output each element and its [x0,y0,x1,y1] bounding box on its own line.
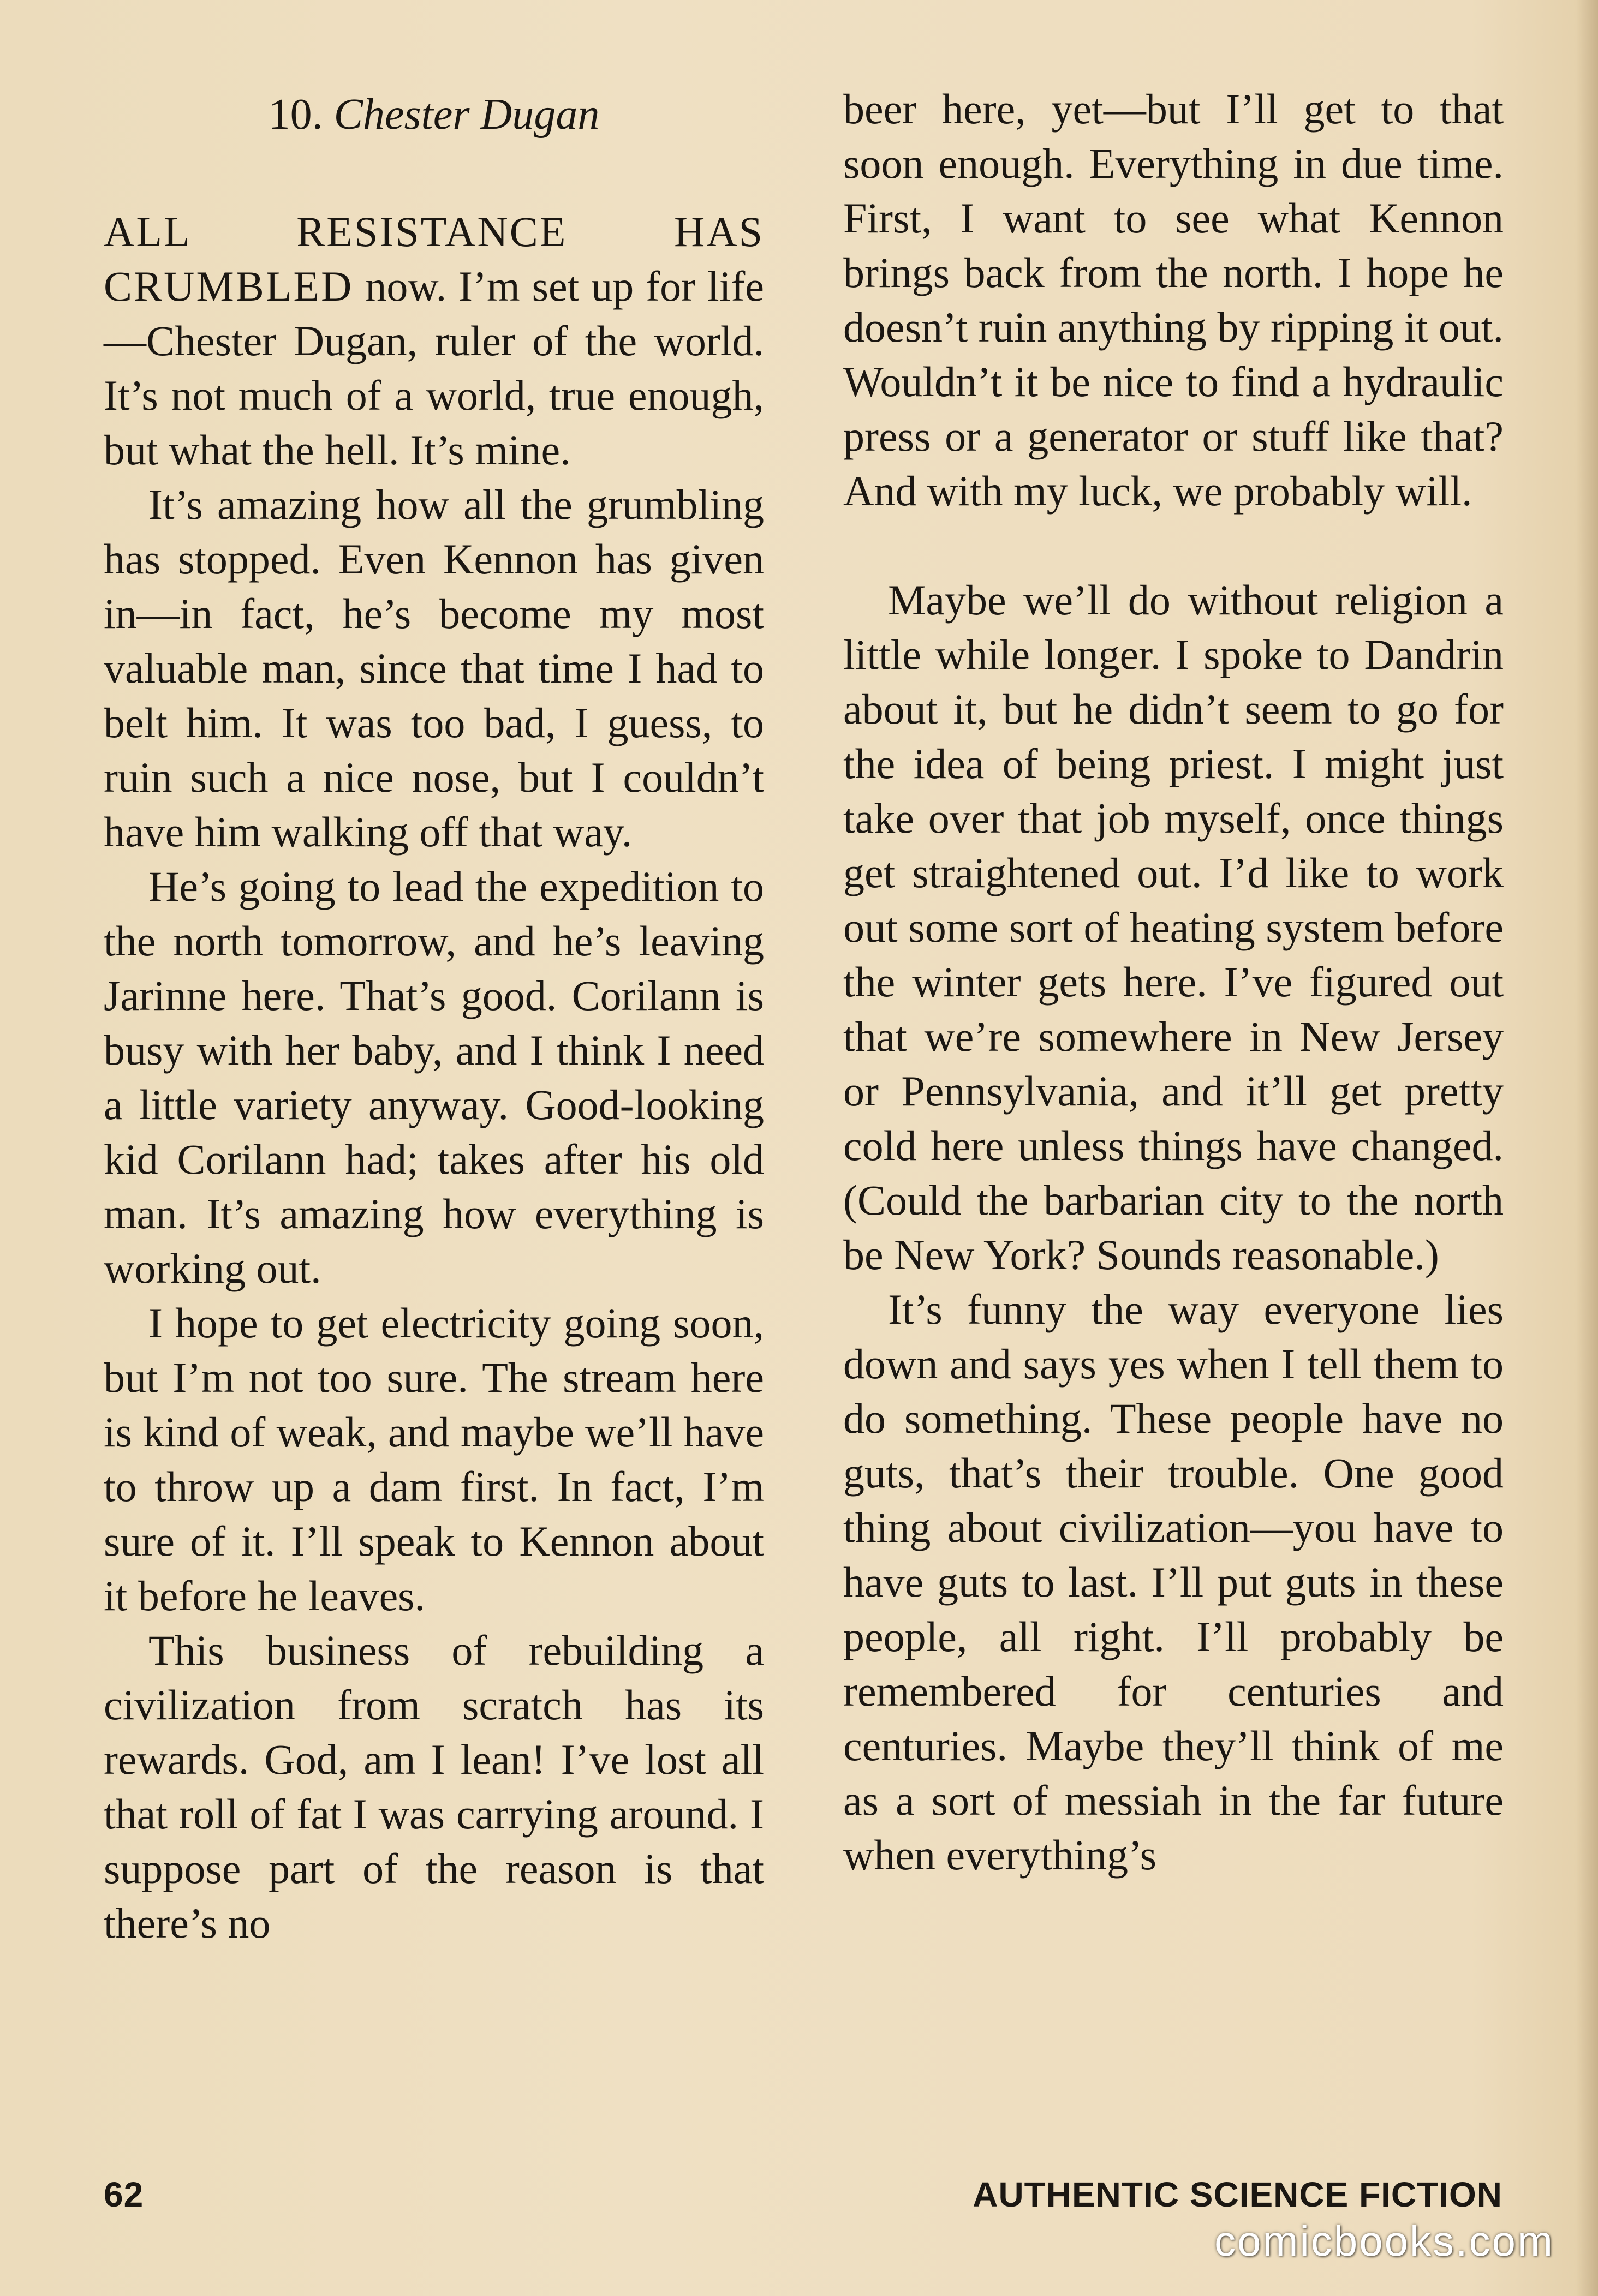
page-edge-shadow [1576,0,1598,2296]
running-title: AUTHENTIC SCIENCE FICTION [973,2175,1502,2214]
left-text-column [104,76,764,1951]
opening-rest: now. I’m set up for life—Chester Dugan, ruler of the world. It’s not much of a world, true enough, but what the hell. It’s mine. [104,262,764,474]
chapter-heading [104,87,764,142]
opening-paragraph [104,205,764,477]
paragraph: It’s funny the way everyone lies down and says yes when I tell them to do something. These people have no guts, that’s their trouble. One good thing about civilization—you have to have guts to last. I’ll put guts in these people, all right. I’ll probably be remembered for centuries and centuries. Maybe they’ll think of me as a sort of messiah in the far future when everything’s [843,1285,1504,1879]
opening-smallcaps: ALL RESISTANCE HAS CRUMBLED [104,208,764,310]
chapter-name: Chester Dugan [333,91,600,139]
paragraph: This business of rebuilding a civilization from scratch has its rewards. God, am I lean! I’ve lost all that roll of fat I was carrying around. I suppose part of the reason is that there’s no [104,1627,764,1947]
chapter-number: 10. [268,91,323,139]
paragraph: I hope to get electricity going soon, but I’m not too sure. The stream here is kind of weak, and maybe we’ll have to throw up a dam first. In fact, I’m sure of it. I’ll speak to Kennon about it before he leaves. [104,1299,764,1619]
page-number: 62 [104,2175,144,2214]
paragraph: It’s amazing how all the grumbling has stopped. Even Kennon has given in—in fact, he’s become my most valuable man, since that time I had to belt him. It was too bad, I guess, to ruin such a nice nose, but I couldn’t have him walking off that way. [104,481,764,856]
paragraph: Maybe we’ll do without religion a little while longer. I spoke to Dandrin about it, but he didn’t seem to go for the idea of being priest. I might just take over that job myself, once things get straightened out. I’d like to work out some sort of heating system before the winter gets here. I’ve figured out that we’re somewhere in New Jersey or Pennsylvania, and it’ll get pretty cold here unless things have changed. (Could the barbarian city to the north be New York? Sounds reasonable.) [843,576,1504,1278]
continuation-paragraph: beer here, yet—but I’ll get to that soon enough. Everything in due time. First, I want to see what Kennon brings back from the north. I hope he doesn’t ruin anything by ripping it out. Wouldn’t it be nice to find a hydraulic press or a generator or stuff like that? And with my luck, we probably will. [843,85,1504,515]
right-text-column [843,82,1504,1882]
watermark: comicbooks.com [1214,2217,1554,2265]
paragraph: He’s going to lead the expedition to the north tomorrow, and he’s leaving Jarinne here. That’s good. Corilann is busy with her baby, and I think I need a little variety anyway. Good-looking kid Corilann had; takes after his old man. It’s amazing how everything is working out. [104,863,764,1292]
